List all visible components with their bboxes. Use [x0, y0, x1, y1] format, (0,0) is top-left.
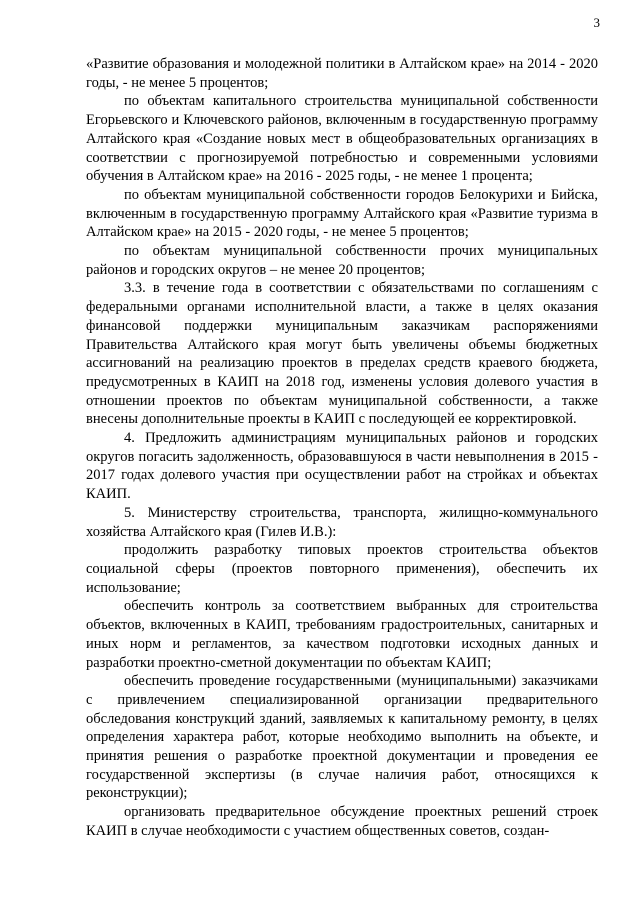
paragraph-other-municipalities: по объектам муниципальной собственности прочих муниципальных районов и городских округов – не менее 20 процентов;	[86, 243, 598, 278]
paragraph-clause-5: 5. Министерству строительства, транспорта, жилищно-коммунального хозяйства Алтайского края (Гилев И.В.):	[86, 504, 598, 540]
paragraph-yegoryevsky-klyuchevsky: по объектам капитального строительства муниципальной собственности Егорьевского и Ключевского районов, включенным в государственную программу Алтайского края «Создание новых мест в общеобразовательных организациях в соответствии с прогнозируемой потребностью и современными условиями обучения в Алтайском крае» на 2016 - 2025 годы, - не менее 1 процента;	[86, 93, 598, 185]
page-number: 3	[593, 15, 600, 30]
paragraph-clause-4: 4. Предложить администрациям муниципальных районов и городских округов погасить задолженность, образовавшуюся в части невыполнения в 2015 - 2017 годах долевого участия при осуществлении работ на стройках и объектах КАИП.	[86, 430, 598, 503]
paragraph-program-continuation: «Развитие образования и молодежной политики в Алтайском крае» на 2014 - 2020 годы, - не менее 5 процентов;	[86, 56, 598, 91]
paragraph-belokurikha-biysk: по объектам муниципальной собственности городов Белокурихи и Бийска, включенным в государственную программу Алтайского края «Развитие туризма в Алтайском крае» на 2015 - 2020 годы, - не менее 5 процентов;	[86, 186, 598, 241]
paragraph-control-compliance: обеспечить контроль за соответствием выбранных для строительства объектов, включенных в КАИП, требованиям градостроительных, санитарных и иных норм и регламентов, за качеством подготовки исходных данных и разработки проектно-сметной документации по объектам КАИП;	[86, 598, 598, 671]
document-body	[86, 55, 598, 841]
paragraph-clause-3-3: 3.3. в течение года в соответствии с обязательствами по соглашениям с федеральными органами исполнительной власти, а также в целях оказания финансовой поддержки муниципальным заказчикам распоряжениями Правительства Алтайского края могут быть увеличены объемы бюджетных ассигнований на реализацию проектов в пределах средств краевого бюджета, предусмотренных в КАИП на 2018 год, изменены условия долевого участия в отношении проектов по объектам муниципальной собственности, а также внесены дополнительные проекты в КАИП с последующей ее корректировкой.	[86, 280, 598, 428]
paragraph-public-discussion: организовать предварительное обсуждение проектных решений строек КАИП в случае необходимости с участием общественных советов, создан-	[86, 804, 598, 839]
paragraph-preliminary-inspection: обеспечить проведение государственными (муниципальными) заказчиками с привлечением специализированной организации предварительного обследования конструкций зданий, заявляемых к капитальному ремонту, в целях определения характера работ, которые необходимо выполнить на объекте, и принятия решения о разработке проектной документации и проведения ее государственной экспертизы (в случае наличия работ, относящихся к реконструкции);	[86, 673, 598, 802]
paragraph-typical-projects: продолжить разработку типовых проектов строительства объектов социальной сферы (проектов повторного применения), обеспечить их использование;	[86, 542, 598, 596]
